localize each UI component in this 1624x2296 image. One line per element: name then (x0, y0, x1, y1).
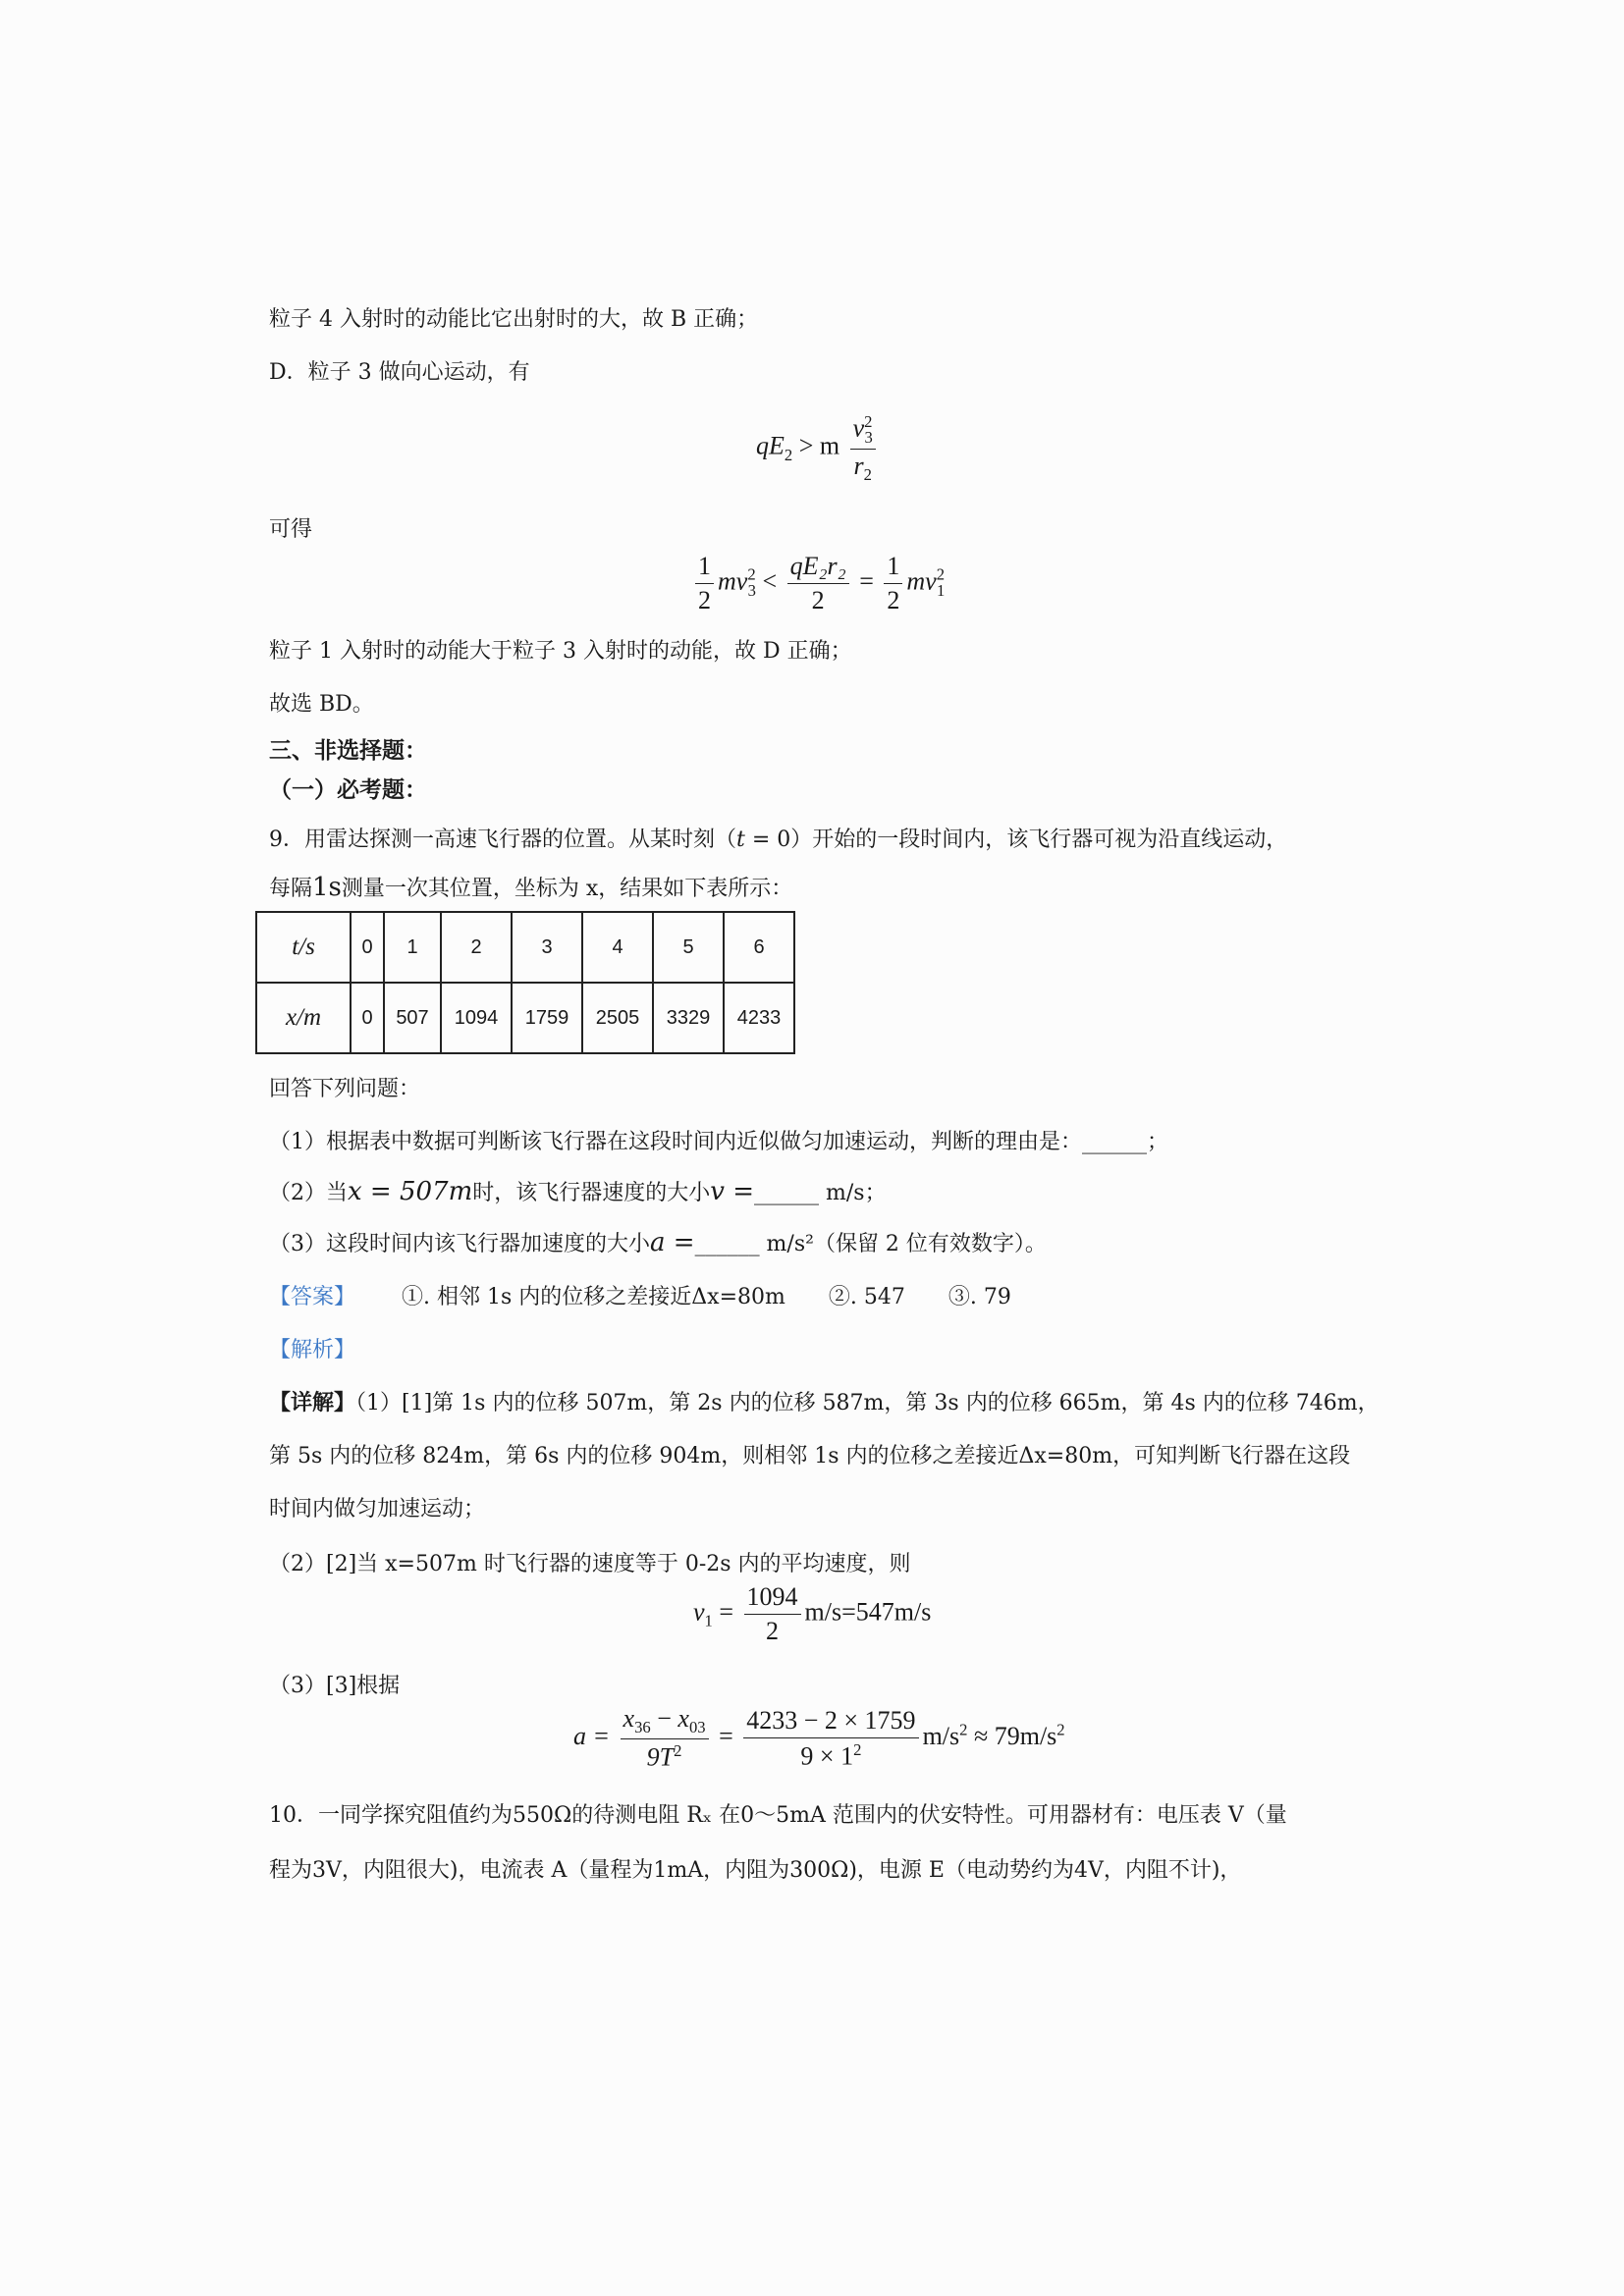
table-cell: 4233 (724, 983, 794, 1053)
table-cell: 0 (351, 983, 384, 1053)
table-cell: 2505 (582, 983, 653, 1053)
table-cell: 2 (441, 912, 512, 983)
explanation-line: （2）[2]当 x=507m 时飞行器的速度等于 0-2s 内的平均速度，则 (269, 1552, 911, 1576)
section-heading: 三、非选择题： (269, 737, 427, 764)
table-header-cell: t/s (256, 912, 351, 983)
question-9-line: 每隔1s测量一次其位置，坐标为 x，结果如下表所示： (269, 873, 793, 902)
answer-line (269, 1280, 1011, 1310)
formula-velocity: $v_1$ = $\frac{1094}{2}$ m/s=547m/s (693, 1582, 932, 1645)
text-line: 故选 BD。 (269, 692, 374, 717)
table-row (256, 912, 794, 983)
table-cell: 1 (384, 912, 441, 983)
table-cell: 3329 (653, 983, 724, 1053)
sub-question: （1）根据表中数据可判断该飞行器在这段时间内近似做匀加速运动，判断的理由是：______； (269, 1130, 1168, 1154)
explanation-tag: 【详解】 (269, 1390, 356, 1415)
text-line: D．粒子 3 做向心运动，有 (269, 360, 530, 385)
section-subheading: （一）必考题： (269, 776, 427, 803)
table-header-cell: x/m (256, 983, 351, 1053)
answer-text: ①. 相邻 1s 内的位移之差接近Δx=80m ②. 547 ③. 79 (402, 1285, 1011, 1309)
text-line: 回答下列问题： (269, 1077, 421, 1101)
table-cell: 4 (582, 912, 653, 983)
explanation-line: （3）[3]根据 (269, 1674, 401, 1698)
data-table (255, 911, 795, 1054)
table-row (256, 983, 794, 1053)
sub-question: （2）当x = 507m时，该飞行器速度的大小v =______ m/s； (269, 1177, 887, 1206)
question-10-line: 10．一同学探究阻值约为550Ω的待测电阻 Rₓ 在0～5mA 范围内的伏安特性。可用器材有：电压表 V（量 (269, 1803, 1287, 1828)
text-line: 可得 (269, 517, 313, 542)
sub-question: （3）这段时间内该飞行器加速度的大小a =______ m/s²（保留 2 位有效数字）。 (269, 1228, 1047, 1257)
formula-kinetic-energy: $\frac{1}{2}$ $mv^2_3$ < $\frac{\text{qE₂r₂}}{2}$ = $\frac{1}{2}$ $mv^2_1$ (691, 552, 945, 615)
explanation-line: 第 5s 内的位移 824m，第 6s 内的位移 904m，则相邻 1s 内的位移之差接近Δx=80m，可知判断飞行器在这段 (269, 1444, 1351, 1468)
formula-centripetal: $qE_2 > m$ $\frac{v^2_3}{r_2}$ (756, 412, 880, 484)
table-cell: 3 (512, 912, 582, 983)
formula-acceleration: a = $\frac{x_{36} - x_{03}}{9T^2}$ = $\frac{4233 - 2 \times 1759}{9 \times 1^2}$ $m/s^2 \approx 79m/s^2$ (573, 1704, 1065, 1772)
analysis-tag: 【解析】 (269, 1338, 356, 1362)
question-9-line: 9．用雷达探测一高速飞行器的位置。从某时刻（t = 0）开始的一段时间内，该飞行器可视为沿直线运动， (269, 828, 1288, 852)
table-cell: 0 (351, 912, 384, 983)
question-10-line: 程为3V，内阻很大)，电流表 A（量程为1mA，内阻为300Ω)，电源 E（电动势约为4V，内阻不计)， (269, 1858, 1242, 1883)
text-line: 粒子 1 入射时的动能大于粒子 3 入射时的动能，故 D 正确； (269, 639, 852, 664)
explanation-line: 【详解】（1）[1]第 1s 内的位移 507m，第 2s 内的位移 587m，第 3s 内的位移 665m，第 4s 内的位移 746m， (269, 1390, 1380, 1415)
answer-tag: 【答案】 (269, 1285, 356, 1309)
table-cell: 507 (384, 983, 441, 1053)
table-cell: 6 (724, 912, 794, 983)
text-line: 粒子 4 入射时的动能比它出射时的大，故 B 正确； (269, 307, 759, 332)
table-cell: 5 (653, 912, 724, 983)
explanation-line: 时间内做匀加速运动； (269, 1497, 486, 1522)
table-cell: 1759 (512, 983, 582, 1053)
table-cell: 1094 (441, 983, 512, 1053)
